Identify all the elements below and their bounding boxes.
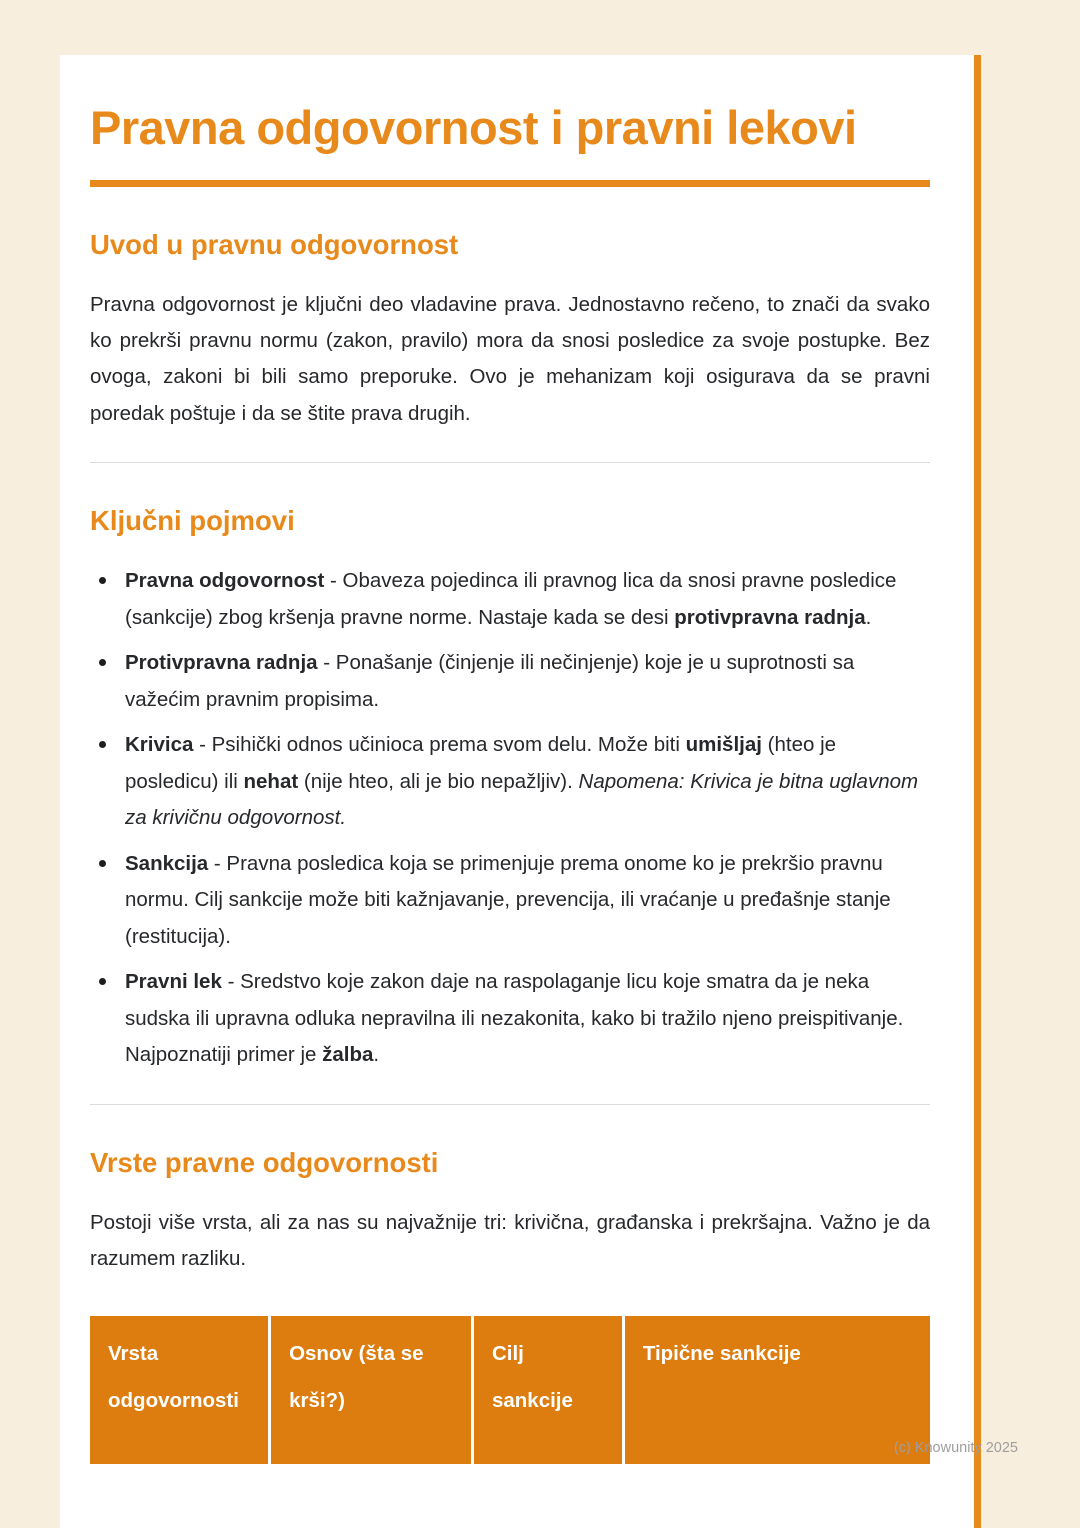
text-segment: Protivpravna radnja bbox=[125, 651, 318, 675]
section-intro bbox=[90, 229, 930, 433]
text-segment: - Obaveza pojedinca ili pravnog lica da snosi pravne posledice (sankcije) zbog kršenja pravne norme. Nastaje kada se desi bbox=[125, 569, 897, 629]
key-terms-list bbox=[90, 563, 930, 1073]
types-table-header-row bbox=[90, 1316, 930, 1464]
section-heading-intro: Uvod u pravnu odgovornost bbox=[90, 228, 459, 260]
section-key-terms bbox=[90, 505, 930, 1073]
key-term-item bbox=[90, 846, 930, 955]
text-segment: - Ponašanje (činjenje ili nečinjenje) koje je u suprotnosti sa važećim pravnim propisima. bbox=[125, 651, 855, 711]
key-term-item bbox=[90, 563, 930, 636]
table-header-cell: Osnov (šta se krši?) bbox=[271, 1316, 471, 1464]
text-segment: Pravna odgovornost bbox=[125, 569, 325, 593]
title-rule bbox=[90, 180, 930, 187]
intro-paragraph: Pravna odgovornost je ključni deo vladavine prava. Jednostavno rečeno, to znači da svako ko prekrši pravnu normu (zakon, pravilo) mora da snosi posledice za svoje postupke. Bez ovoga, zakoni bi bili samo preporuke. Ovo je mehanizam koji osigurava da se pravni poredak poštuje i da se štite prava drugih. bbox=[90, 292, 930, 425]
text-segment: Pravni lek bbox=[125, 970, 222, 994]
section-divider-2 bbox=[90, 1104, 930, 1105]
types-paragraph: Postoji više vrsta, ali za nas su najvažnije tri: krivična, građanska i prekršajna. Važno je da razumem razliku. bbox=[90, 1210, 930, 1271]
text-segment: nehat bbox=[243, 769, 299, 793]
text-segment: umišljaj bbox=[685, 733, 762, 757]
key-term-item bbox=[90, 727, 930, 836]
table-header-cell: Tipične sankcije bbox=[625, 1316, 930, 1464]
section-divider-1 bbox=[90, 462, 930, 463]
table-header-cell: Vrsta odgovornosti bbox=[90, 1316, 268, 1464]
page-edge-stripe bbox=[974, 55, 981, 1528]
text-segment: . bbox=[373, 1043, 380, 1067]
page-title: Pravna odgovornost i pravni lekovi bbox=[90, 101, 857, 154]
document-page bbox=[60, 55, 974, 1528]
text-segment: Napomena: Krivica je bitna uglavnom za krivičnu odgovornost. bbox=[125, 769, 919, 830]
text-segment: Krivica bbox=[125, 733, 194, 757]
text-segment: - Pravna posledica koja se primenjuje prema onome ko je prekršio pravnu normu. Cilj sankcije može biti kažnjavanje, prevencija, ili vraćanje u pređašnje stanje (restitucija). bbox=[125, 851, 891, 948]
section-types bbox=[90, 1147, 930, 1464]
key-term-item bbox=[90, 964, 930, 1073]
text-segment: . bbox=[865, 605, 872, 629]
text-segment: protivpravna radnja bbox=[674, 605, 866, 629]
section-heading-key-terms: Ključni pojmovi bbox=[90, 505, 295, 537]
table-header-cell: Cilj sankcije bbox=[474, 1316, 622, 1464]
document-content bbox=[60, 55, 974, 1464]
text-segment: - Sredstvo koje zakon daje na raspolaganje licu koje smatra da je neka sudska ili upravna odluka nepravilna ili nezakonita, kako bi tražilo njeno preispitivanje. Najpoznatiji primer je bbox=[125, 970, 904, 1067]
text-segment: žalba bbox=[322, 1043, 374, 1067]
text-segment: (hteo je posledicu) ili bbox=[125, 733, 837, 793]
section-heading-types: Vrste pravne odgovornosti bbox=[90, 1146, 439, 1178]
text-segment: Sankcija bbox=[125, 851, 209, 875]
key-term-item bbox=[90, 645, 930, 718]
text-segment: (nije hteo, ali je bio nepažljiv). bbox=[298, 769, 579, 793]
text-segment: - Psihički odnos učinioca prema svom delu. Može biti bbox=[193, 733, 686, 757]
watermark-text: (c) Knowunity 2025 bbox=[893, 1440, 1018, 1456]
